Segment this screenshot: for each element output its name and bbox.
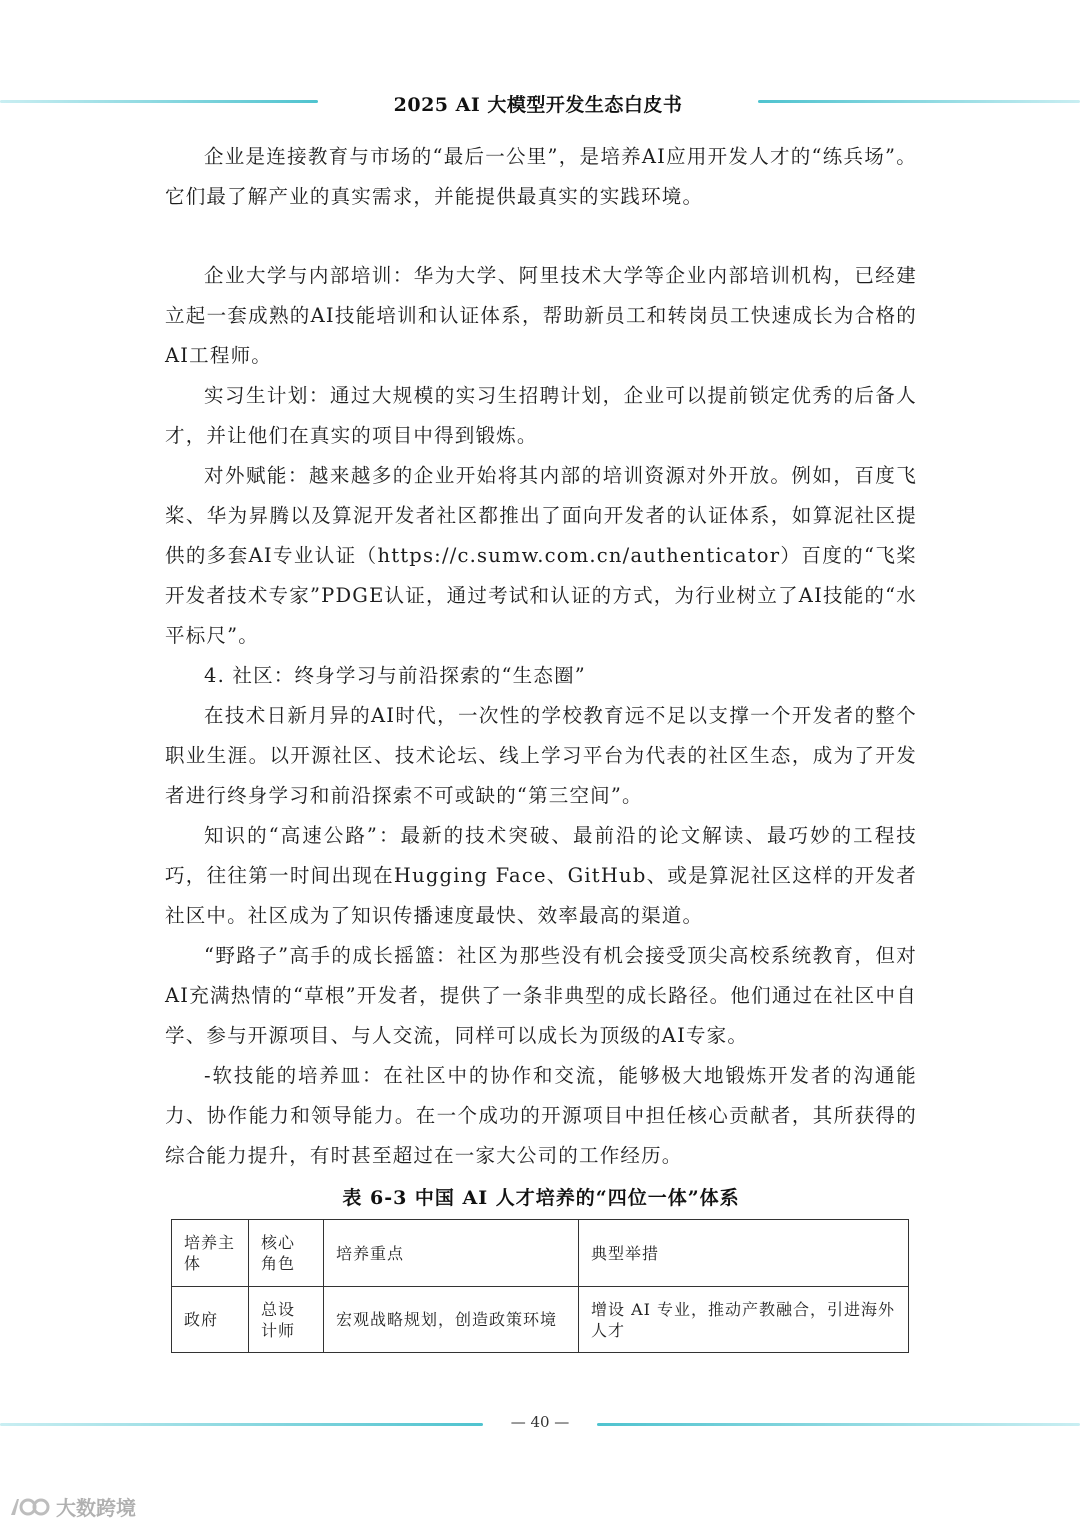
paragraph-gap [165, 217, 917, 256]
table-row [172, 1287, 909, 1353]
table-cell: 宏观战略规划，创造政策环境 [324, 1287, 579, 1353]
body-text [165, 137, 917, 1176]
table-caption: 表 6-3 中国 AI 人才培养的“四位一体”体系 [342, 1187, 740, 1209]
table-header-cell: 培养主体 [172, 1220, 249, 1287]
paragraph: 企业大学与内部培训：华为大学、阿里技术大学等企业内部培训机构，已经建立起一套成熟的AI技能培训和认证体系，帮助新员工和转岗员工快速成长为合格的AI工程师。 [165, 264, 917, 367]
paragraph: 企业是连接教育与市场的“最后一公里”，是培养AI应用开发人才的“练兵场”。它们最了解产业的真实需求，并能提供最真实的实践环境。 [165, 145, 917, 208]
paragraph: “野路子”高手的成长摇篮：社区为那些没有机会接受顶尖高校系统教育，但对AI充满热情的“草根”开发者，提供了一条非典型的成长路径。他们通过在社区中自学、参与开源项目、与人交流，同样可以成长为顶级的AI专家。 [165, 944, 917, 1047]
header-rule-left [0, 100, 318, 103]
table-cell: 总设计师 [249, 1287, 324, 1353]
paragraph: -软技能的培养皿：在社区中的协作和交流，能够极大地锻炼开发者的沟通能力、协作能力和领导能力。在一个成功的开源项目中担任核心贡献者，其所获得的综合能力提升，有时甚至超过在一家大公司的工作经历。 [165, 1064, 917, 1167]
footer-rule-left [0, 1423, 483, 1426]
paragraph: 对外赋能：越来越多的企业开始将其内部的培训资源对外开放。例如，百度飞桨、华为昇腾以及算泥开发者社区都推出了面向开发者的认证体系，如算泥社区提供的多套AI专业认证（https://c.sumw.com.cn/authenticator）百度的“飞桨开发者技术专家”PDGE认证，通过考试和认证的方式，为行业树立了AI技能的“水平标尺”。 [165, 464, 917, 647]
paragraph: 实习生计划：通过大规模的实习生招聘计划，企业可以提前锁定优秀的后备人才，并让他们在真实的项目中得到锻炼。 [165, 384, 917, 447]
footer-rule-right [597, 1423, 1080, 1426]
page-number: — 40 — [510, 1413, 570, 1431]
table-header-cell: 培养重点 [324, 1220, 579, 1287]
paragraph: 知识的“高速公路”：最新的技术突破、最前沿的论文解读、最巧妙的工程技巧，往往第一时间出现在Hugging Face、GitHub、或是算泥社区这样的开发者社区中。社区成为了知识传播速度最快、效率最高的渠道。 [165, 824, 917, 927]
table-cell: 增设 AI 专业，推动产教融合，引进海外人才 [579, 1287, 909, 1353]
training-system-table [171, 1219, 909, 1353]
watermark-logo-icon [8, 1495, 50, 1519]
table-header-cell: 核心角色 [249, 1220, 324, 1287]
page-header-title: 2025 AI 大模型开发生态白皮书 [393, 94, 683, 116]
paragraph: 在技术日新月异的AI时代，一次性的学校教育远不足以支撑一个开发者的整个职业生涯。以开源社区、技术论坛、线上学习平台为代表的社区生态，成为了开发者进行终身学习和前沿探索不可或缺的“第三空间”。 [165, 704, 917, 807]
table-header-cell: 典型举措 [579, 1220, 909, 1287]
watermark [8, 1492, 136, 1521]
section-heading: 4. 社区：终身学习与前沿探索的“生态圈” [204, 664, 586, 687]
watermark-text: 大数跨境 [56, 1496, 136, 1520]
table-header-row [172, 1220, 909, 1287]
table-cell: 政府 [172, 1287, 249, 1353]
header-rule-right [758, 100, 1080, 103]
